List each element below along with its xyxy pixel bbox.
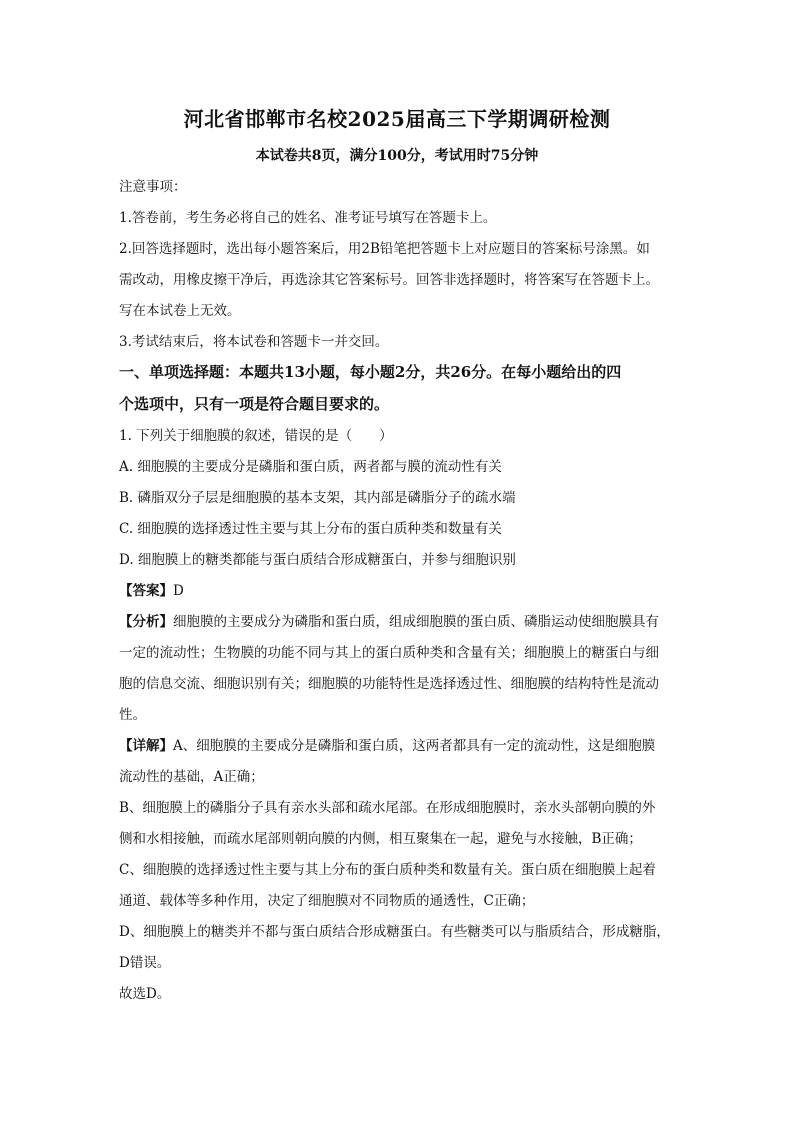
option-c: C. 细胞膜的选择透过性主要与其上分布的蛋白质种类和数量有关: [119, 521, 502, 537]
page-subtitle: 本试卷共8页，满分100分，考试用时75分钟: [255, 148, 539, 164]
detail-text: A、细胞膜的主要成分是磷脂和蛋白质，这两者都具有一定的流动性，这是细胞膜: [173, 738, 656, 754]
detail-line: D错误。: [119, 955, 171, 971]
option-b: B. 磷脂双分子层是细胞膜的基本支架，其内部是磷脂分子的疏水端: [119, 490, 516, 506]
analysis-line: 性。: [119, 707, 146, 723]
section-heading: 一、单项选择题：本题共13小题，每小题2分，共26分。在每小题给出的四: [119, 363, 622, 381]
answer-value: D: [173, 583, 184, 599]
notice-line: 2.回答选择题时，选出每小题答案后，用2B铅笔把答题卡上对应题目的答案标号涂黑。如: [119, 241, 650, 257]
notice-line: 3.考试结束后，将本试卷和答题卡一并交回。: [119, 334, 389, 350]
answer-tag: 【答案】: [119, 583, 173, 599]
detail-line: 侧和水相接触，而疏水尾部则朝向膜的内侧，相互聚集在一起，避免与水接触，B正确；: [119, 831, 642, 847]
detail-line: 通道、载体等多种作用，决定了细胞膜对不同物质的通透性，C正确；: [119, 893, 535, 909]
option-d: D. 细胞膜上的糖类都能与蛋白质结合形成糖蛋白，并参与细胞识别: [119, 552, 516, 568]
detail-line: B、细胞膜上的磷脂分子具有亲水头部和疏水尾部。在形成细胞膜时，亲水头部朝向膜的外: [119, 800, 656, 816]
detail-line: 流动性的基础，A正确；: [119, 769, 264, 785]
detail-line: D、细胞膜上的糖类并不都与蛋白质结合形成糖蛋白。有些糖类可以与脂质结合，形成糖脂，: [119, 924, 670, 940]
answer-line: [119, 582, 689, 600]
detail-tag: 【详解】: [119, 738, 173, 754]
question-stem: 1. 下列关于细胞膜的叙述，错误的是（ ）: [119, 428, 393, 444]
analysis-text: 细胞膜的主要成分为磷脂和蛋白质，组成细胞膜的蛋白质、磷脂运动使细胞膜具有: [173, 614, 659, 630]
conclusion-line: 故选D。: [119, 986, 171, 1002]
analysis-tag: 【分析】: [119, 614, 173, 630]
notice-line: 1.答卷前，考生务必将自己的姓名、准考证号填写在答题卡上。: [119, 210, 497, 226]
page-title: 河北省邯郸市名校2025届高三下学期调研检测: [183, 107, 611, 131]
detail-line: [119, 737, 689, 755]
notice-line: 需改动，用橡皮擦干净后，再选涂其它答案标号。回答非选择题时，将答案写在答题卡上。: [119, 272, 659, 288]
analysis-line: 胞的信息交流、细胞识别有关；细胞膜的功能特性是选择透过性、细胞膜的结构特性是流动: [119, 676, 659, 692]
section-heading: 个选项中，只有一项是符合题目要求的。: [119, 395, 390, 413]
analysis-line: 一定的流动性；生物膜的功能不同与其上的蛋白质种类和含量有关；细胞膜上的糖蛋白与细: [119, 645, 659, 661]
analysis-line: [119, 613, 689, 631]
notice-line: 写在本试卷上无效。: [119, 303, 241, 319]
detail-line: C、细胞膜的选择透过性主要与其上分布的蛋白质种类和数量有关。蛋白质在细胞膜上起着: [119, 862, 656, 878]
option-a: A. 细胞膜的主要成分是磷脂和蛋白质，两者都与膜的流动性有关: [119, 459, 502, 475]
notice-heading: 注意事项：: [119, 179, 187, 195]
